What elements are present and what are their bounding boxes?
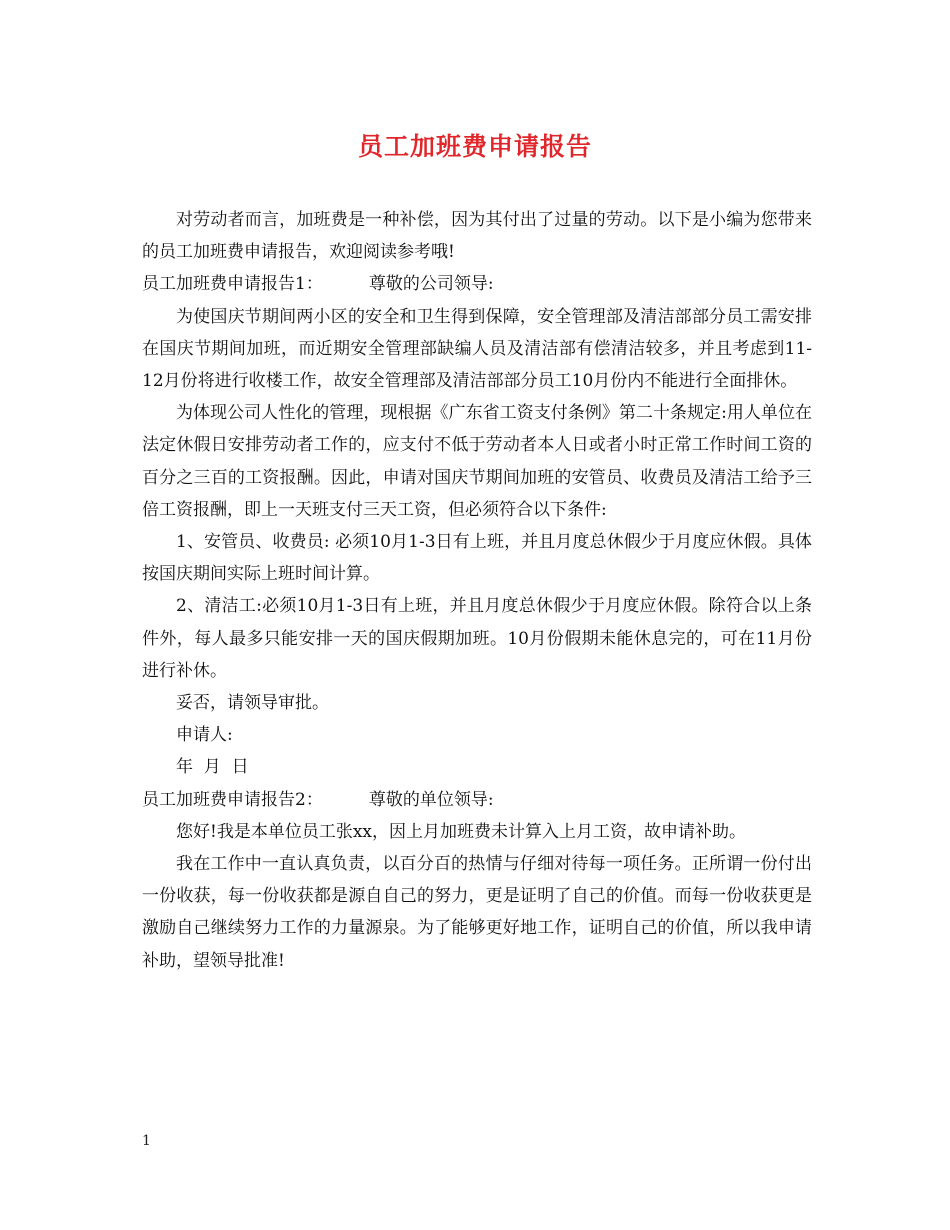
- document-title: 员工加班费申请报告: [357, 132, 592, 161]
- report2-salutation: 尊敬的单位领导:: [368, 789, 494, 810]
- report1-label: 员工加班费申请报告1：: [142, 274, 323, 295]
- report1-salutation: 尊敬的公司领导:: [368, 274, 494, 295]
- report2-heading: [142, 784, 812, 816]
- intro-paragraph: 对劳动者而言，加班费是一种补偿，因为其付出了过量的劳动。以下是小编为您带来的员工加班费申请报告，欢迎阅读参考哦!: [142, 210, 812, 263]
- report1-paragraph-1: 为使国庆节期间两小区的安全和卫生得到保障，安全管理部及清洁部部分员工需安排在国庆节期间加班，而近期安全管理部缺编人员及清洁部有偿清洁较多，并且考虑到11-12月份将进行收楼工作，故安全管理部及清洁部部分员工10月份内不能进行全面排休。: [142, 306, 812, 392]
- report1-closing: 妥否，请领导审批。: [176, 693, 329, 714]
- report1-heading: [142, 268, 812, 300]
- report1-applicant: 申请人:: [176, 725, 233, 746]
- report2-label: 员工加班费申请报告2：: [142, 789, 323, 810]
- report2-paragraph-2: 我在工作中一直认真负责，以百分百的热情与仔细对待每一项任务。正所谓一份付出一份收获，每一份收获都是源自自己的努力，更是证明了自己的价值。而每一份收获更是激励自己继续努力工作的力量源泉。为了能够更好地工作，证明自己的价值，所以我申请补助，望领导批准!: [142, 854, 812, 971]
- page-number: 1: [142, 1133, 151, 1149]
- report1-paragraph-2: 为体现公司人性化的管理，现根据《广东省工资支付条例》第二十条规定:用人单位在法定休假日安排劳动者工作的，应支付不低于劳动者本人日或者小时正常工作时间工资的百分之三百的工资报酬。因此，申请对国庆节期间加班的安管员、收费员及清洁工给予三倍工资报酬，即上一天班支付三天工资，但必须符合以下条件:: [142, 403, 812, 520]
- report2-paragraph-1: 您好!我是本单位员工张xx，因上月加班费未计算入上月工资，故申请补助。: [176, 821, 747, 842]
- report1-condition-2: 2、清洁工:必须10月1-3日有上班，并且月度总休假少于月度应休假。除符合以上条件外，每人最多只能安排一天的国庆假期加班。10月份假期未能休息完的，可在11月份进行补休。: [142, 596, 812, 681]
- document-body: [142, 204, 812, 977]
- report1-date: 年 月 日: [176, 757, 249, 778]
- report1-condition-1: 1、安管员、收费员: 必须10月1-3日有上班，并且月度总休假少于月度应休假。具体按国庆期间实际上班时间计算。: [142, 532, 812, 585]
